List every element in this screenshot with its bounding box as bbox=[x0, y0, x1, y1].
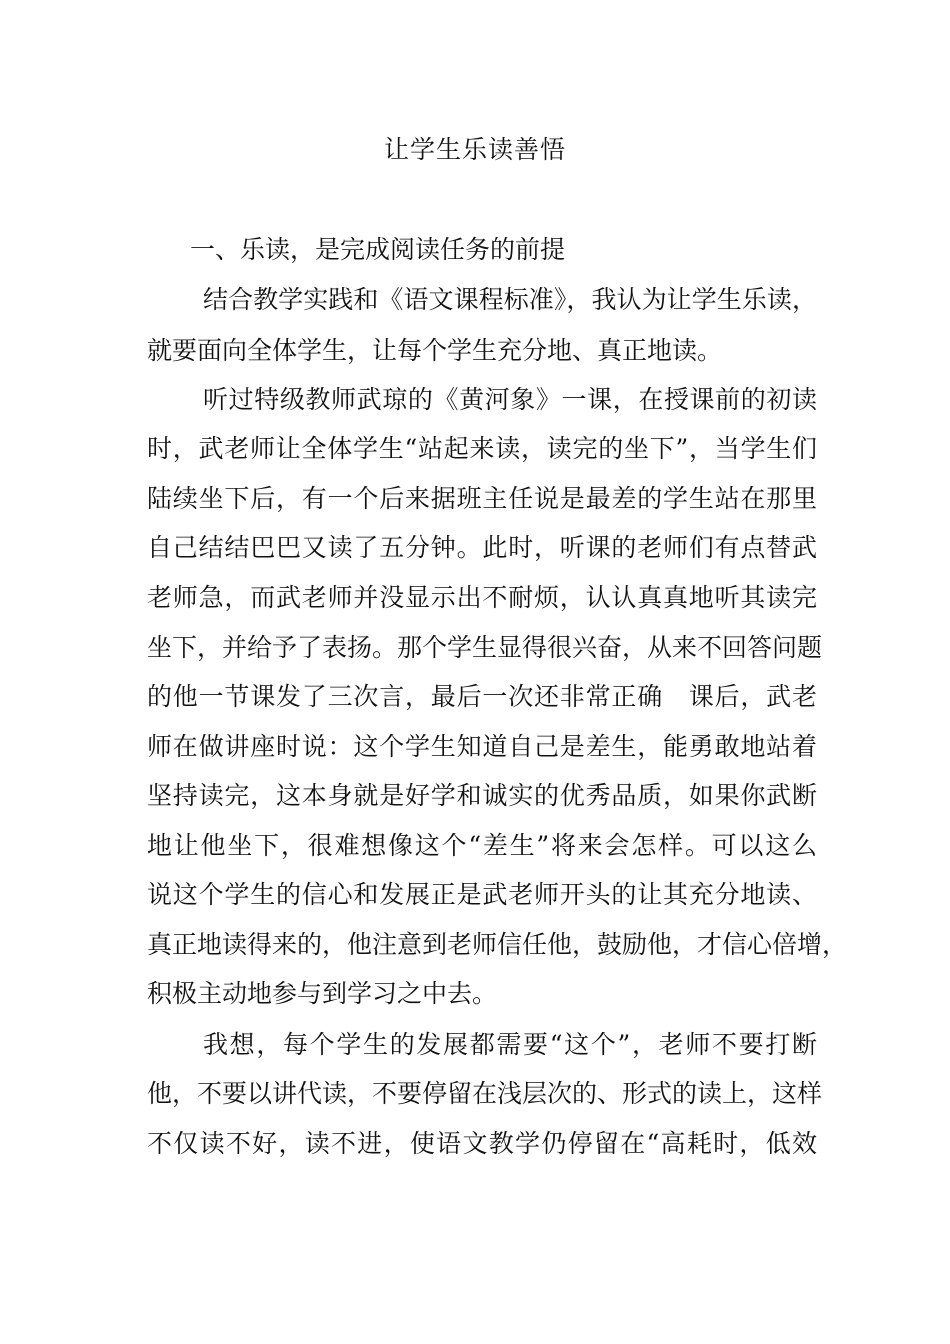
paragraph-line: 就要面向全体学生，让每个学生充分地、真正地读。 bbox=[147, 336, 723, 365]
paragraph-line: 我想，每个学生的发展都需要“这个”，老师不要打断 bbox=[203, 1030, 817, 1059]
paragraph-line: 自己结结巴巴又读了五分钟。此时，听课的老师们有点替武 bbox=[147, 533, 817, 562]
paragraph-line: 的他一节课发了三次言，最后一次还非常正确 课后，武老 bbox=[147, 682, 817, 711]
document-title: 让学生乐读善悟 bbox=[383, 135, 566, 164]
paragraph-line: 他，不要以讲代读，不要停留在浅层次的、形式的读上，这样 bbox=[147, 1079, 823, 1108]
paragraph-line: 地让他坐下，很难想像这个“差生”将来会怎样。可以这么 bbox=[147, 831, 817, 860]
paragraph-line: 结合教学实践和《语文课程标准》，我认为让学生乐读， bbox=[203, 285, 817, 314]
paragraph-line: 师在做讲座时说：这个学生知道自己是差生，能勇敢地站着 bbox=[147, 732, 817, 761]
paragraph-line: 听过特级教师武琼的《黄河象》一课，在授课前的初读 bbox=[203, 385, 817, 414]
paragraph-line: 坐下，并给予了表扬。那个学生显得很兴奋，从来不回答问题 bbox=[147, 633, 823, 662]
paragraph-line: 真正地读得来的，他注意到老师信任他，鼓励他，才信心倍增， bbox=[147, 930, 848, 959]
paragraph-line: 不仅读不好，读不进，使语文教学仍停留在“高耗时，低效 bbox=[147, 1129, 817, 1158]
paragraph-line: 积极主动地参与到学习之中去。 bbox=[147, 979, 498, 1008]
paragraph-line: 陆续坐下后，有一个后来据班主任说是最差的学生站在那里 bbox=[147, 484, 817, 513]
paragraph-line: 说这个学生的信心和发展正是武老师开头的让其充分地读、 bbox=[147, 880, 817, 909]
paragraph-line: 老师急，而武老师并没显示出不耐烦，认认真真地听其读完 bbox=[147, 583, 817, 612]
section-heading: 一、乐读，是完成阅读任务的前提 bbox=[190, 235, 566, 264]
paragraph-line: 坚持读完，这本身就是好学和诚实的优秀品质，如果你武断 bbox=[147, 781, 817, 810]
paragraph-line: 时，武老师让全体学生“站起来读，读完的坐下”，当学生们 bbox=[147, 434, 817, 463]
